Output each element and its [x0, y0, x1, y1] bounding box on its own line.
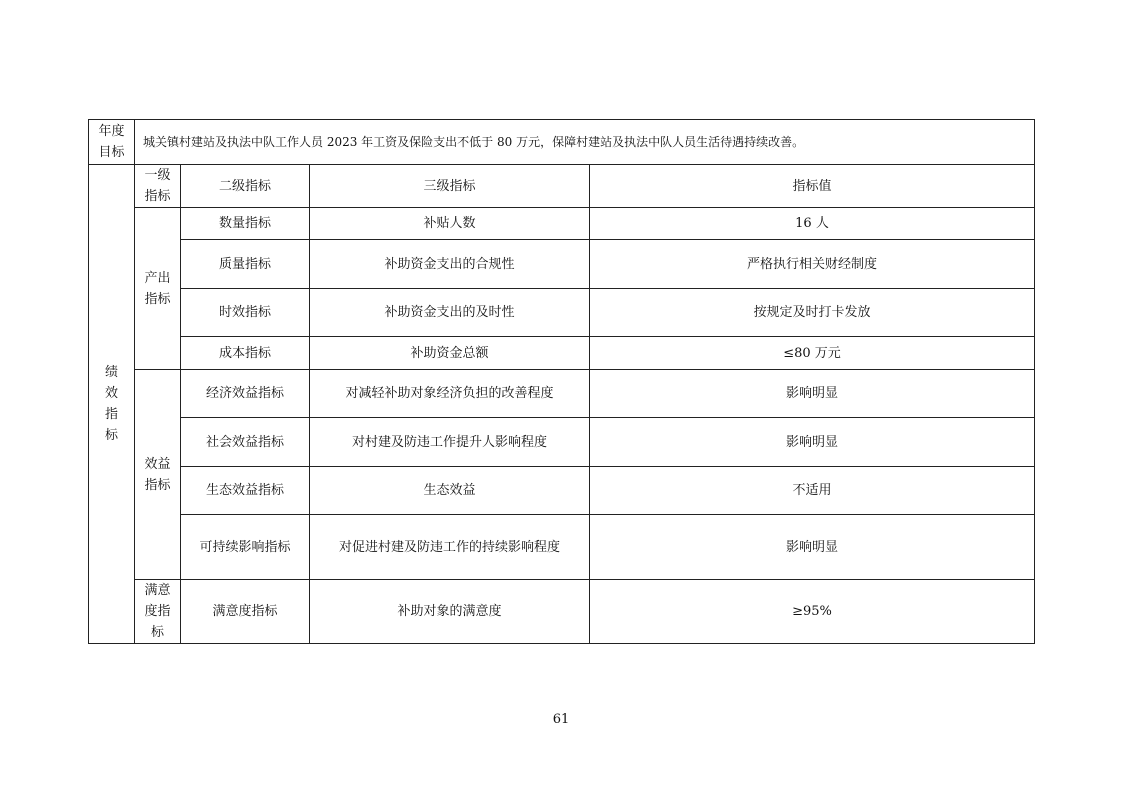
annual-goal-text: 城关镇村建站及执法中队工作人员 2023 年工资及保险支出不低于 80 万元，保障村建站及执法中队人员生活待遇持续改善。: [135, 120, 1035, 165]
performance-target-table: [88, 119, 1035, 644]
value-cell: 影响明显: [590, 370, 1035, 418]
table-row: [89, 515, 1035, 580]
satisfaction-label-line2: 度指: [144, 604, 171, 619]
annual-goal-label-line1: 年度: [98, 124, 125, 139]
level3-cell: 对减轻补助对象经济负担的改善程度: [310, 370, 590, 418]
level3-cell: 生态效益: [310, 467, 590, 515]
value-cell: 严格执行相关财经制度: [590, 240, 1035, 289]
value-cell: 不适用: [590, 467, 1035, 515]
annual-goal-label-line2: 目标: [98, 145, 125, 160]
level3-cell: 补助资金支出的及时性: [310, 289, 590, 337]
performance-label-char: 绩: [104, 365, 118, 380]
performance-label-char: 指: [104, 407, 118, 422]
table-row: [89, 370, 1035, 418]
level2-cell: 数量指标: [181, 208, 310, 240]
performance-label-char: 标: [104, 428, 118, 443]
level2-cell: 成本指标: [181, 337, 310, 370]
benefit-label-line1: 效益: [144, 456, 171, 472]
output-label-line1: 产出: [144, 270, 171, 286]
level2-cell: 时效指标: [181, 289, 310, 337]
satisfaction-label-line1: 满意: [144, 583, 171, 598]
level3-cell: 对促进村建及防违工作的持续影响程度: [310, 515, 590, 580]
table-row: [89, 289, 1035, 337]
value-cell: 16 人: [590, 208, 1035, 240]
level2-cell: 经济效益指标: [181, 370, 310, 418]
performance-indicator-label: [89, 165, 135, 644]
page-number: 61: [552, 712, 570, 727]
value-cell: ≤80 万元: [590, 337, 1035, 370]
satisfaction-indicator-label: [135, 580, 181, 644]
level3-cell: 补贴人数: [310, 208, 590, 240]
table-row: [89, 208, 1035, 240]
header-level1-line2: 指标: [144, 189, 171, 204]
table-row: [89, 240, 1035, 289]
level3-cell: 补助对象的满意度: [310, 580, 590, 644]
value-cell: 影响明显: [590, 418, 1035, 467]
header-level1: [135, 165, 181, 208]
level2-cell: 满意度指标: [181, 580, 310, 644]
satisfaction-label-line3: 标: [150, 625, 164, 640]
header-level3: 三级指标: [310, 165, 590, 208]
level2-cell: 可持续影响指标: [181, 515, 310, 580]
table-row: [89, 467, 1035, 515]
table-row: [89, 418, 1035, 467]
header-value: 指标值: [590, 165, 1035, 208]
header-level2: 二级指标: [181, 165, 310, 208]
annual-goal-row: [89, 120, 1035, 165]
level3-cell: 补助资金总额: [310, 337, 590, 370]
annual-goal-label: [89, 120, 135, 165]
value-cell: 按规定及时打卡发放: [590, 289, 1035, 337]
table-row: [89, 580, 1035, 644]
benefit-indicator-label: [135, 370, 181, 580]
header-level1-line1: 一级: [144, 168, 171, 183]
level3-cell: 对村建及防违工作提升人影响程度: [310, 418, 590, 467]
benefit-label-line2: 指标: [144, 477, 171, 493]
output-indicator-label: [135, 208, 181, 370]
output-label-line2: 指标: [144, 291, 171, 307]
performance-label-char: 效: [104, 386, 118, 401]
level3-cell: 补助资金支出的合规性: [310, 240, 590, 289]
value-cell: 影响明显: [590, 515, 1035, 580]
level2-cell: 生态效益指标: [181, 467, 310, 515]
table-row: [89, 337, 1035, 370]
level2-cell: 社会效益指标: [181, 418, 310, 467]
header-row: [89, 165, 1035, 208]
value-cell: ≥95%: [590, 580, 1035, 644]
level2-cell: 质量指标: [181, 240, 310, 289]
